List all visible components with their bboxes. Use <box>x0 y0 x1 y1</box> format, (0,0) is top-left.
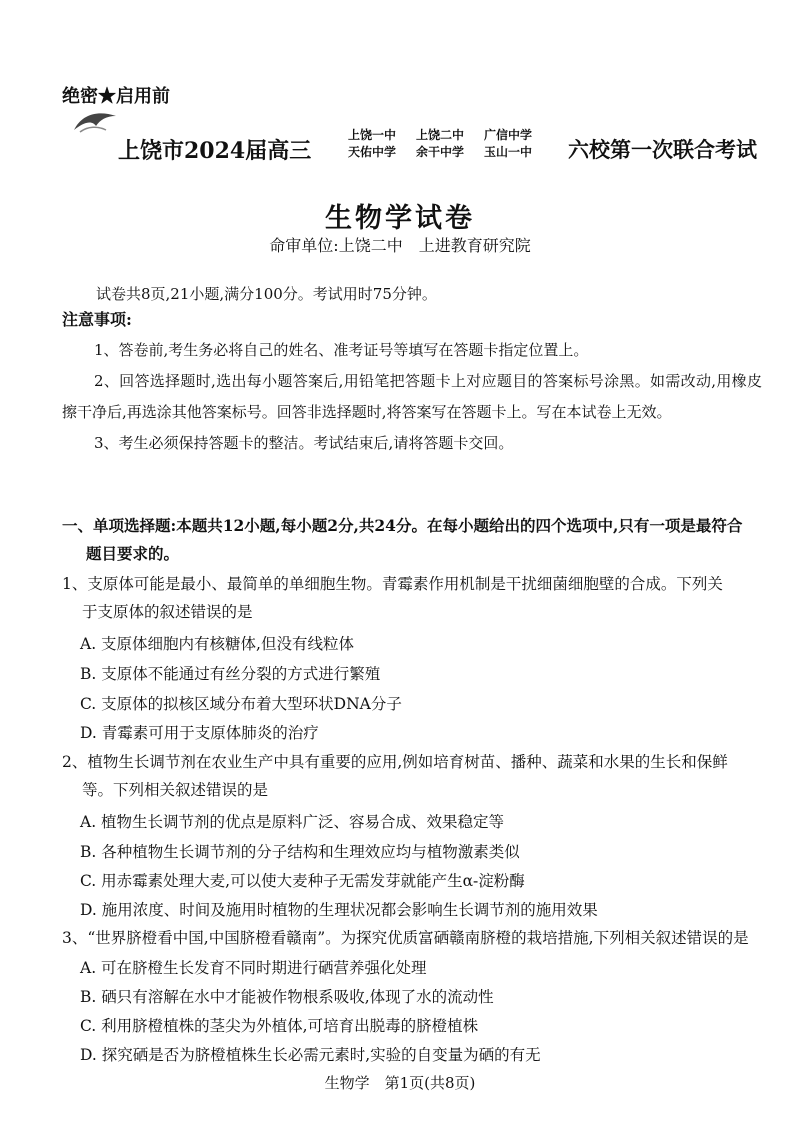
section-heading-line: 一、单项选择题:本题共12小题,每小题2分,共24分。在每小题给出的四个选项中,只有一项是最符合 <box>62 516 743 535</box>
question-line: 等。下列相关叙述错误的是 <box>82 781 269 799</box>
school-name: 上饶二中 <box>416 128 465 142</box>
author-unit: 命审单位:上饶二中 上进教育研究院 <box>269 236 531 255</box>
question-line: 1、支原体可能是最小、最简单的单细胞生物。青霉素作用机制是干扰细菌细胞壁的合成。下列关 <box>62 575 723 593</box>
question-line: 3、“世界脐橙看中国,中国脐橙看赣南”。为探究优质富硒赣南脐橙的栽培措施,下列相关叙述错误的是 <box>62 929 749 947</box>
answer-option: C. 利用脐橙植株的茎尖为外植体,可培育出脱毒的脐橙植株 <box>80 1017 479 1035</box>
question-stem <box>62 570 778 626</box>
notice-item: 2、回答选择题时,选出每小题答案后,用铅笔把答题卡上对应题目的答案标号涂黑。如需改动,用橡皮擦干净后,再选涂其他答案标号。回答非选择题时,将答案写在答题卡上。写在本试卷上无效。 <box>62 372 762 421</box>
exam-info: 试卷共8页,21小题,满分100分。考试用时75分钟。 <box>96 285 437 303</box>
answer-option: B. 支原体不能通过有丝分裂的方式进行繁殖 <box>80 665 381 683</box>
section-heading <box>62 512 774 568</box>
notice-list <box>62 335 762 459</box>
confidential-label: 绝密★启用前 <box>62 86 170 107</box>
school-name: 天佑中学 <box>348 145 397 159</box>
notice-item: 1、答卷前,考生务必将自己的姓名、准考证号等填写在答题卡指定位置上。 <box>94 341 589 359</box>
answer-option: B. 硒只有溶解在水中才能被作物根系吸收,体现了水的流动性 <box>80 988 494 1006</box>
bird-logo-icon <box>72 108 118 134</box>
answer-option: D. 探究硒是否为脐橙植株生长必需元素时,实验的自变量为硒的有无 <box>80 1046 541 1064</box>
school-name: 广信中学 <box>484 128 533 142</box>
exam-title-prefix: 上饶市2024届高三 <box>118 138 312 164</box>
answer-option: B. 各种植物生长调节剂的分子结构和生理效应均与植物激素类似 <box>80 843 520 861</box>
school-list <box>348 127 552 161</box>
answer-option: A. 可在脐橙生长发育不同时期进行硒营养强化处理 <box>80 959 427 977</box>
answer-option: A. 支原体细胞内有核糖体,但没有线粒体 <box>80 635 354 653</box>
page-footer: 生物学 第1页(共8页) <box>324 1074 476 1092</box>
school-name: 余干中学 <box>416 145 465 159</box>
answer-option: D. 施用浓度、时间及施用时植物的生理状况都会影响生长调节剂的施用效果 <box>80 901 598 919</box>
notice-heading: 注意事项: <box>62 310 132 329</box>
question-line: 2、植物生长调节剂在农业生产中具有重要的应用,例如培育树苗、播种、蔬菜和水果的生长和保鲜 <box>62 753 728 771</box>
answer-option: D. 青霉素可用于支原体肺炎的治疗 <box>80 724 319 742</box>
exam-title-suffix: 六校第一次联合考试 <box>568 137 757 162</box>
school-name: 玉山一中 <box>484 145 533 159</box>
answer-option: C. 用赤霉素处理大麦,可以使大麦种子无需发芽就能产生α-淀粉酶 <box>80 872 525 890</box>
school-name: 上饶一中 <box>348 128 397 142</box>
answer-option: A. 植物生长调节剂的优点是原料广泛、容易合成、效果稳定等 <box>80 813 505 831</box>
page-title: 生物学试卷 <box>325 203 475 234</box>
answer-option: C. 支原体的拟核区域分布着大型环状DNA分子 <box>80 695 402 713</box>
notice-item: 3、考生必须保持答题卡的整洁。考试结束后,请将答题卡交回。 <box>94 434 514 452</box>
question-line: 于支原体的叙述错误的是 <box>82 603 253 621</box>
question-stem <box>62 924 778 952</box>
question-stem <box>62 748 778 804</box>
section-heading-line: 题目要求的。 <box>86 544 180 563</box>
